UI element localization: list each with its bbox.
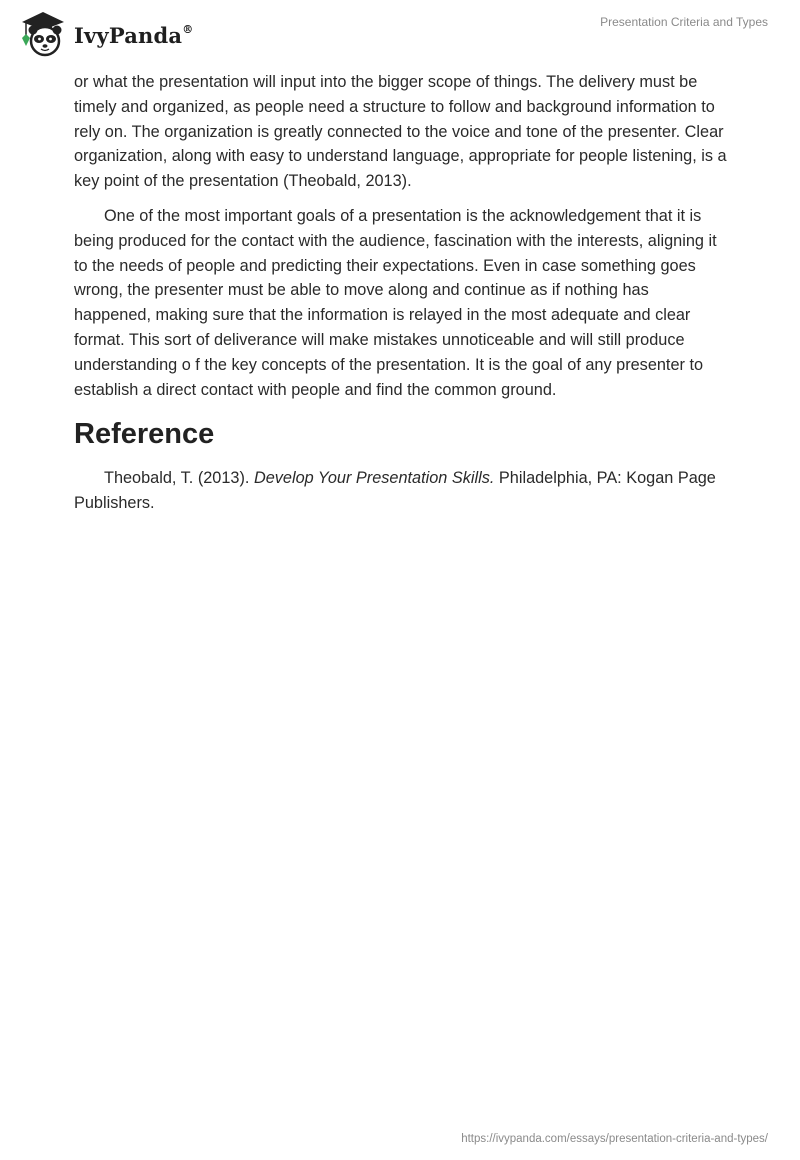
essay-content <box>74 70 729 516</box>
body-paragraph: One of the most important goals of a presentation is the acknowledgement that it is being produced for the contact with the audience, fascination with the interests, aligning it to the needs of people and predicting their expectations. Even in case something goes wrong, the presenter must be able to move along and continue as if nothing has happened, making sure that the information is relayed in the most adequate and clear format. This sort of deliverance will make mistakes unnoticeable and will still produce understanding o f the key concepts of the presentation. It is the goal of any presenter to establish a direct contact with people and find the common ground. <box>74 206 717 399</box>
page-header <box>0 0 800 62</box>
reference-title: Develop Your Presentation Skills. <box>253 469 495 488</box>
panda-graduate-logo-icon <box>14 8 72 58</box>
reference-publisher: Philadelphia, PA: Kogan Page Publishers. <box>74 469 716 513</box>
body-paragraph: or what the presentation will input into the bigger scope of things. The delivery must be timely and organized, as people need a structure to follow and background information to rely on. The organization is greatly connected to the voice and tone of the presenter. Clear organization, along with easy to understand language, appropriate for people listening, is a key point of the presentation (Theobald, 2013). <box>74 73 727 191</box>
source-url-link[interactable]: https://ivypanda.com/essays/presentation-criteria-and-types/ <box>461 1133 768 1145</box>
running-title: Presentation Criteria and Types <box>600 15 768 29</box>
registered-mark: ® <box>182 22 194 36</box>
reference-heading: Reference <box>74 418 215 451</box>
ivypanda-logo[interactable] <box>14 8 193 58</box>
reference-entry <box>74 466 729 516</box>
brand-name: IvyPanda® <box>74 22 194 48</box>
reference-authors: Theobald, T. (2013). <box>104 469 254 488</box>
